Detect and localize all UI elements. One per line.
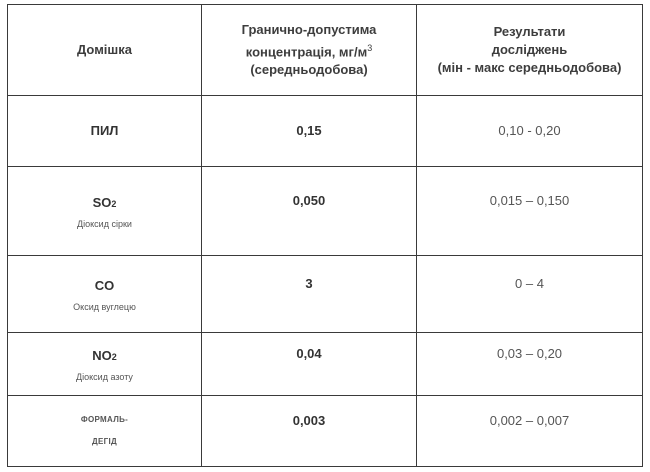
table-row [8, 333, 643, 396]
range-value: 0 – 4 [515, 276, 544, 291]
table-row [8, 167, 643, 256]
limit-cell [202, 396, 417, 467]
impurity-cell [8, 396, 202, 467]
limit-value: 0,15 [296, 123, 322, 138]
formula-base: NO [92, 347, 112, 363]
impurity-name-line1: ФОРМАЛЬ- [80, 415, 129, 424]
limit-value: 0,050 [292, 193, 326, 208]
range-cell [417, 256, 643, 333]
limit-value: 0,04 [296, 346, 322, 361]
impurity-formula [93, 195, 117, 210]
header-impurity-label: Домішка [77, 42, 132, 57]
impurity-formula: CO [94, 277, 115, 293]
range-cell [417, 96, 643, 167]
formula-subscript: 2 [111, 198, 117, 209]
impurity-label: Діоксид азоту [76, 371, 133, 382]
impurity-name: ПИЛ [90, 123, 119, 138]
impurity-label: Діоксид сірки [77, 218, 132, 229]
table-row [8, 96, 643, 167]
impurity-formula [92, 348, 117, 363]
header-results-line2: досліджень [491, 42, 568, 57]
header-limit-line2: концентрація, мг/м [245, 44, 368, 60]
pollutant-table [7, 4, 643, 467]
limit-cell [202, 256, 417, 333]
impurity-label: Оксид вуглецю [73, 301, 136, 312]
impurity-cell [8, 96, 202, 167]
impurity-cell [8, 167, 202, 256]
range-cell [417, 333, 643, 396]
header-limit-line1: Гранично-допустима [241, 21, 377, 37]
table-row [8, 396, 643, 467]
formula-base: SO [92, 194, 112, 210]
limit-cell [202, 96, 417, 167]
impurity-cell [8, 333, 202, 396]
header-limit [202, 5, 417, 96]
range-value: 0,03 – 0,20 [496, 346, 563, 361]
impurity-cell [8, 256, 202, 333]
range-cell [417, 396, 643, 467]
header-row [8, 5, 643, 96]
range-value: 0,10 - 0,20 [498, 123, 561, 138]
limit-value: 0,003 [292, 413, 326, 428]
header-results [417, 5, 643, 96]
impurity-name-line2: ДЕГІД [92, 437, 117, 446]
formula-subscript: 2 [111, 351, 117, 362]
limit-cell [202, 167, 417, 256]
range-value: 0,002 – 0,007 [489, 413, 570, 428]
range-value: 0,015 – 0,150 [489, 193, 570, 208]
header-results-line1: Результати [493, 24, 566, 39]
range-cell [417, 167, 643, 256]
header-results-line3: (мін - макс середньодобова) [437, 60, 622, 75]
table-row [8, 256, 643, 333]
header-limit-sup: 3 [367, 42, 373, 53]
limit-cell [202, 333, 417, 396]
header-limit-line3: (середньодобова) [250, 62, 368, 78]
header-impurity [8, 5, 202, 96]
limit-value: 3 [305, 276, 313, 291]
